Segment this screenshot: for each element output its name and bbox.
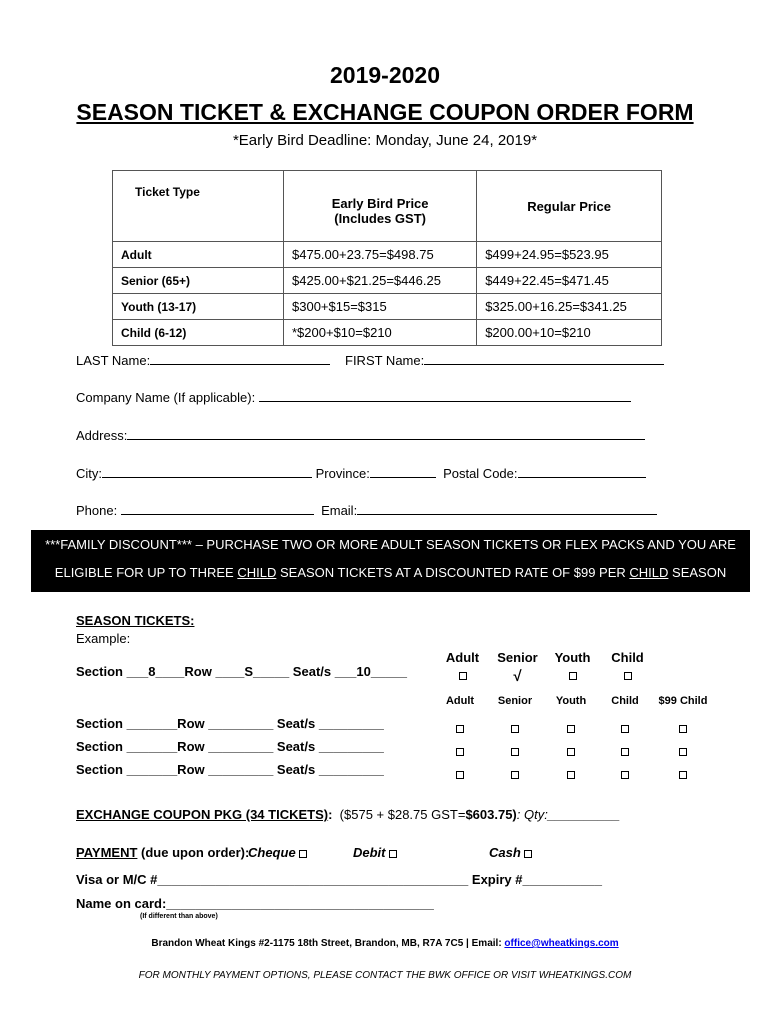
payment-label-sub: (due upon order): [137, 845, 250, 860]
col-ticket-type: Ticket Type [113, 171, 284, 242]
price-row [113, 268, 662, 294]
province-field[interactable] [370, 463, 436, 478]
example-col-senior: Senior [497, 650, 538, 665]
name-on-card-row[interactable]: Name on card:_____________________________________ [76, 896, 434, 911]
first-name-row [345, 350, 664, 368]
checkbox[interactable] [456, 725, 464, 733]
checkbox[interactable] [567, 725, 575, 733]
season-tickets-heading: SEASON TICKETS: [76, 613, 195, 628]
checkbox[interactable] [621, 725, 629, 733]
price-row-regular: $325.00+16.25=$341.25 [477, 294, 662, 320]
checkbox[interactable] [511, 725, 519, 733]
col-early-bird [284, 171, 477, 242]
checkbox[interactable] [459, 672, 467, 680]
exchange-coupon-label: EXCHANGE COUPON PKG (34 TICKETS) [76, 807, 329, 822]
banner-child-2: CHILD [629, 565, 669, 580]
last-name-label: LAST Name: [76, 353, 151, 368]
form-year: 2019-2020 [330, 62, 440, 88]
payment-label: PAYMENT [76, 845, 138, 860]
price-row [113, 294, 662, 320]
last-name-row [76, 350, 330, 368]
last-name-field[interactable] [150, 350, 330, 365]
season-row[interactable]: Section _______Row _________ Seat/s _________ [76, 716, 384, 731]
checkbox[interactable] [511, 771, 519, 779]
exchange-price-b: $603.75) [465, 807, 517, 822]
phone-label: Phone: [76, 503, 118, 518]
checkbox[interactable] [624, 672, 632, 680]
season-row[interactable]: Section _______Row _________ Seat/s _________ [76, 762, 384, 777]
exchange-coupon-row [76, 807, 620, 822]
first-name-field[interactable] [424, 350, 664, 365]
debit-checkbox[interactable] [389, 850, 397, 858]
price-row-early: *$200+$10=$210 [284, 320, 477, 346]
price-row-type: Senior (65+) [113, 268, 284, 294]
col-early-bird-label: Early Bird Price [331, 196, 429, 211]
price-row-regular: $449+22.45=$471.45 [477, 268, 662, 294]
ticket-type-header [433, 694, 715, 708]
checkbox[interactable] [456, 748, 464, 756]
price-row-early: $475.00+23.75=$498.75 [284, 242, 477, 268]
col-99-child: $99 Child [658, 695, 708, 707]
email-field[interactable] [357, 500, 657, 515]
banner-line-2 [31, 559, 750, 615]
phone-field[interactable] [121, 500, 314, 515]
checkbox[interactable] [569, 672, 577, 680]
card-number-row[interactable]: Visa or M/C #___________________________________________ Expiry #___________ [76, 872, 603, 887]
checkbox[interactable] [679, 725, 687, 733]
exchange-price-a: ($575 + $28.75 GST= [339, 807, 466, 822]
company-label: Company Name (If applicable): [76, 390, 256, 405]
phone-row [76, 500, 657, 518]
cash-label: Cash [489, 845, 521, 860]
col-child: Child [611, 695, 639, 707]
company-field[interactable] [259, 387, 631, 402]
footer-address-text: Brandon Wheat Kings #2-1175 18th Street, Brandon, MB, R7A 7C5 | Email: [151, 938, 505, 949]
family-discount-banner [31, 530, 750, 608]
email-label: Email: [321, 503, 358, 518]
checkbox[interactable] [621, 748, 629, 756]
payment-row [76, 845, 249, 860]
checkbox[interactable] [456, 771, 464, 779]
cheque-checkbox[interactable] [299, 850, 307, 858]
price-row-type: Adult [113, 242, 284, 268]
season-row[interactable]: Section _______Row _________ Seat/s _________ [76, 739, 384, 754]
price-row-early: $300+$15=$315 [284, 294, 477, 320]
banner-text-c: SEASON TICKET. [366, 565, 727, 608]
example-col-child: Child [611, 650, 644, 665]
price-row-regular: $499+24.95=$523.95 [477, 242, 662, 268]
col-youth: Youth [555, 695, 587, 707]
example-label: Example: [76, 631, 131, 646]
checkbox[interactable] [567, 748, 575, 756]
example-col-adult: Adult [445, 650, 480, 665]
banner-text-a: ELIGIBLE FOR UP TO THREE [54, 565, 238, 580]
if-different-note: (If different than above) [140, 913, 218, 920]
price-row-regular: $200.00+10=$210 [477, 320, 662, 346]
address-field[interactable] [127, 425, 645, 440]
debit-label: Debit [353, 845, 386, 860]
city-field[interactable] [102, 463, 312, 478]
col-regular: Regular Price [477, 171, 662, 242]
first-name-label: FIRST Name: [345, 353, 425, 368]
checkbox[interactable] [679, 771, 687, 779]
price-row-early: $425.00+$21.25=$446.25 [284, 268, 477, 294]
checkbox[interactable] [567, 771, 575, 779]
price-table [112, 170, 662, 346]
checkbox[interactable] [679, 748, 687, 756]
address-row [76, 425, 645, 443]
postal-code-label: Postal Code: [443, 466, 518, 481]
price-row-type: Youth (13-17) [113, 294, 284, 320]
payment-cash[interactable] [489, 845, 532, 860]
early-bird-deadline: *Early Bird Deadline: Monday, June 24, 2019* [232, 132, 538, 149]
price-table-header [113, 171, 662, 242]
cheque-label: Cheque [248, 845, 296, 860]
company-row [76, 387, 631, 405]
form-title: SEASON TICKET & EXCHANGE COUPON ORDER FORM [76, 99, 694, 125]
checkbox[interactable] [621, 771, 629, 779]
payment-cheque[interactable] [248, 845, 307, 860]
monthly-payment-note: FOR MONTHLY PAYMENT OPTIONS, PLEASE CONTACT THE BWK OFFICE OR VISIT WHEATKINGS.COM [138, 970, 632, 981]
address-label: Address: [76, 428, 128, 443]
price-row [113, 320, 662, 346]
example-row: Section ___8____Row ____S_____ Seat/s ___10_____ [76, 664, 408, 679]
cash-checkbox[interactable] [524, 850, 532, 858]
footer-email-link[interactable]: office@wheatkings.com [504, 938, 619, 949]
exchange-qty[interactable]: : Qty:__________ [516, 807, 621, 822]
postal-code-field[interactable] [518, 463, 646, 478]
price-row-type: Child (6-12) [113, 320, 284, 346]
checkbox[interactable] [511, 748, 519, 756]
col-senior: Senior [497, 695, 533, 707]
payment-debit[interactable] [353, 845, 397, 860]
col-early-bird-sub: (Includes GST) [334, 211, 426, 226]
col-adult: Adult [445, 695, 475, 707]
banner-child-1: CHILD [237, 565, 277, 580]
banner-text-b: SEASON TICKETS AT A DISCOUNTED RATE OF $99 PER [276, 565, 630, 580]
exchange-colon: : [328, 807, 333, 822]
example-check-mark: √ [513, 667, 522, 685]
province-label: Province: [315, 466, 370, 481]
example-col-youth: Youth [554, 650, 591, 665]
city-label: City: [76, 466, 102, 481]
city-row [76, 463, 646, 481]
price-row [113, 242, 662, 268]
footer-address [0, 938, 770, 949]
banner-line-1: ***FAMILY DISCOUNT*** – PURCHASE TWO OR MORE ADULT SEASON TICKETS OR FLEX PACKS AND YOU ARE [45, 537, 736, 552]
example-columns [435, 649, 655, 686]
season-checkbox-grid [433, 718, 715, 787]
